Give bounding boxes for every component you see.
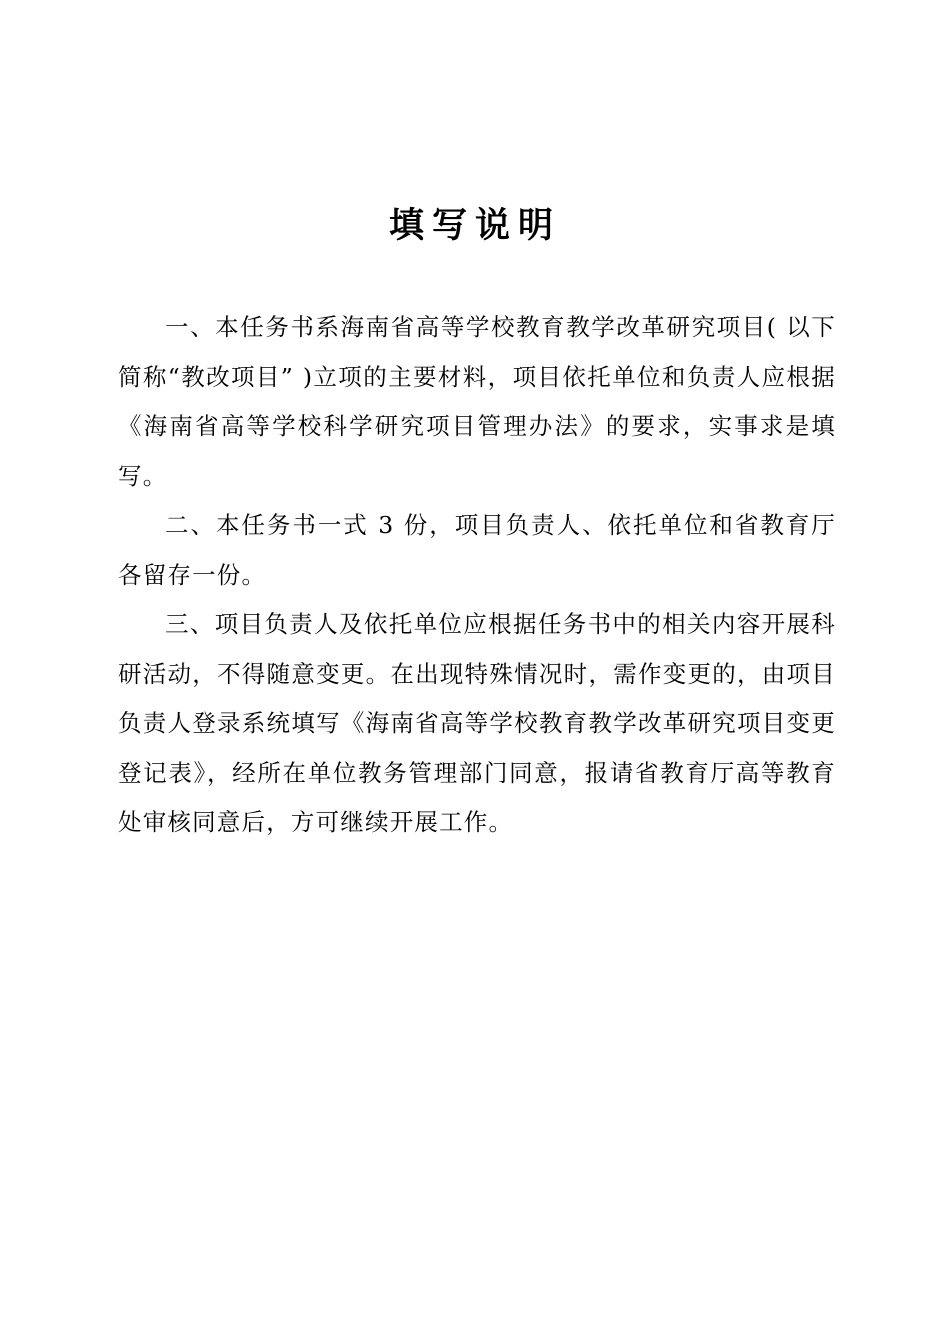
page-title: 填写说明: [388, 205, 561, 246]
instruction-paragraph-1: 一、本任务书系海南省高等学校教育教学改革研究项目( 以下简称“教改项目” )立项的主要材料，项目依托单位和负责人应根据《海南省高等学校科学研究项目管理办法》的要求，实事求是填写。: [118, 313, 836, 490]
instructions-body: [118, 303, 836, 848]
instruction-paragraph-3: 三、项目负责人及依托单位应根据任务书中的相关内容开展科研活动，不得随意变更。在出现特殊情况时，需作变更的，由项目负责人登录系统填写《海南省高等学校教育教学改革研究项目变更登记表》，经所在单位教务管理部门同意，报请省教育厅高等教育处审核同意后，方可继续开展工作。: [118, 610, 836, 836]
instruction-paragraph-2: 二、本任务书一式 3 份，项目负责人、依托单位和省教育厅各留存一份。: [118, 511, 836, 589]
